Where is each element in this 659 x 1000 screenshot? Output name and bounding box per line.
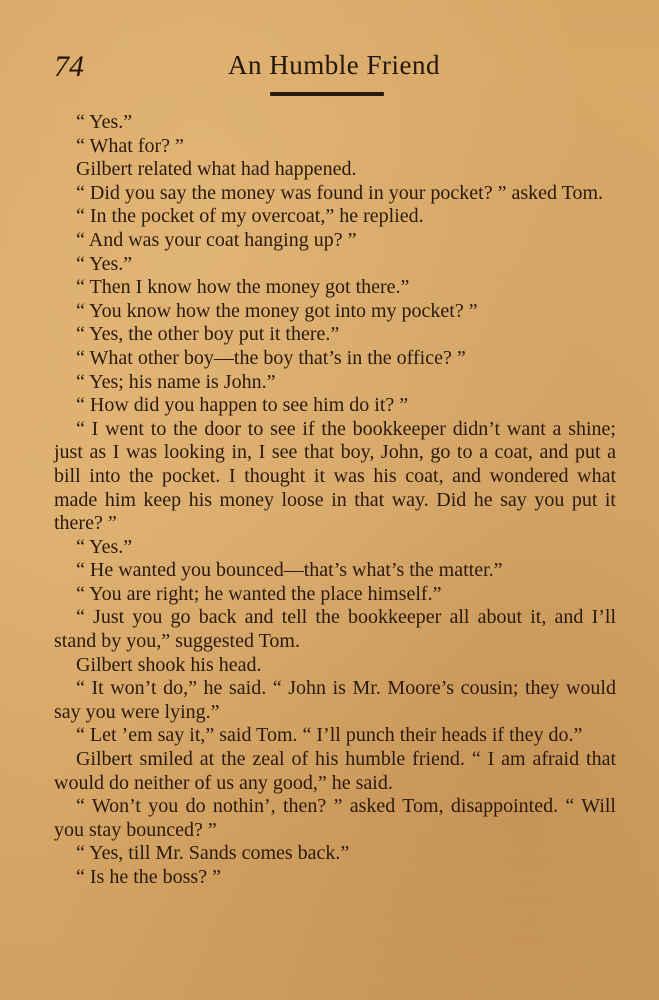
paragraph: Gilbert related what had happened. <box>76 158 357 181</box>
paragraph: “ He wanted you bounced—that’s what’s the matter.” <box>76 559 503 582</box>
paragraph: “ You are right; he wanted the place himself.” <box>76 582 442 605</box>
paragraph: “ It won’t do,” he said. “ John is Mr. Moore’s cousin; they would say you were lying.” <box>54 677 616 723</box>
paragraph: “ Yes, the other boy put it there.” <box>76 323 340 346</box>
paragraph: “ I went to the door to see if the bookkeeper didn’t want a shine; just as I was looking in, I see that boy, John, go to a coat, and put a bill into the pocket. I thought it was his coat, and wondered what made him keep his money loose in that way. Did he say you put it there? ” <box>54 417 616 535</box>
paragraph: “ Did you say the money was found in your pocket? ” asked Tom. <box>76 181 604 204</box>
paragraph: “ Won’t you do nothin’, then? ” asked Tom, disappointed. “ Will you stay bounced? ” <box>54 795 616 841</box>
paragraph: Gilbert shook his head. <box>76 653 262 676</box>
paragraph: “ What other boy—the boy that’s in the office? ” <box>76 346 466 369</box>
paragraph: “ In the pocket of my overcoat,” he replied. <box>76 205 424 228</box>
paragraph: “ Just you go back and tell the bookkeeper all about it, and I’ll stand by you,” suggested Tom. <box>54 606 616 653</box>
running-title: An Humble Friend <box>228 50 440 80</box>
paragraph: “ And was your coat hanging up? ” <box>76 228 357 251</box>
paragraph: “ Yes.” <box>76 535 133 558</box>
paragraph: “ Is he the boss? ” <box>76 866 221 888</box>
paragraph: “ Yes.” <box>76 111 133 133</box>
paragraph: “ Yes, till Mr. Sands comes back.” <box>76 842 350 865</box>
paragraph: “ Let ’em say it,” said Tom. “ I’ll punch their heads if they do.” <box>76 724 583 747</box>
header-rule <box>270 92 384 96</box>
paragraph: “ Yes; his name is John.” <box>76 370 276 393</box>
paragraph: “ You know how the money got into my pocket? ” <box>76 299 478 322</box>
paragraph: “ Yes.” <box>76 252 133 275</box>
paragraph: “ What for? ” <box>76 134 184 157</box>
paragraph: “ How did you happen to see him do it? ” <box>76 394 409 417</box>
body-text <box>54 111 616 890</box>
paragraph: “ Then I know how the money got there.” <box>76 276 410 299</box>
page-header <box>54 50 614 90</box>
paragraph: Gilbert smiled at the zeal of his humble friend. “ I am afraid that would do neither of us any good,” he said. <box>54 748 616 794</box>
page-number: 74 <box>54 50 84 83</box>
